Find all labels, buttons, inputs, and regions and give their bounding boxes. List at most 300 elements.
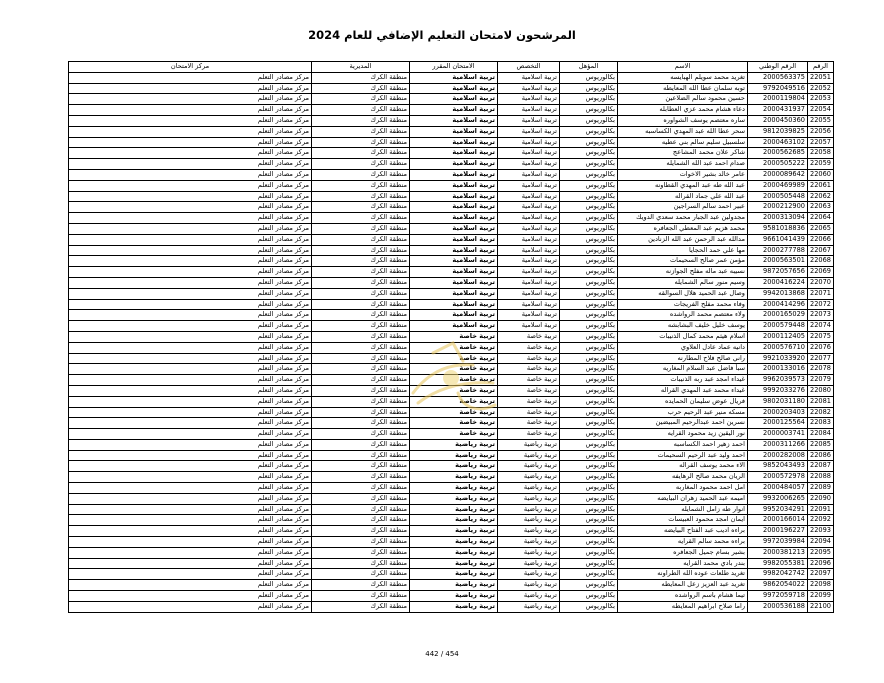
cell-qualification: بكالوريوس <box>560 267 618 278</box>
cell-serial: 22065 <box>808 223 834 234</box>
cell-exam: تربية اسلامية <box>410 105 498 116</box>
cell-exam: تربية خاصة <box>410 407 498 418</box>
cell-national-id: 2000579448 <box>748 321 808 332</box>
cell-directorate: منطقة الكرك <box>312 537 410 548</box>
cell-name: اسلام هيثم محمد كمال الذنيبات <box>618 331 748 342</box>
cell-name: نسيبه عبد ماله مفلح الجوازنه <box>618 267 748 278</box>
cell-directorate: منطقة الكرك <box>312 72 410 83</box>
cell-center: مركز مصادر التعلم <box>69 299 312 310</box>
cell-serial: 22092 <box>808 515 834 526</box>
cell-name: مها علي حمد الحجايا <box>618 245 748 256</box>
cell-qualification: بكالوريوس <box>560 537 618 548</box>
cell-exam: تربية خاصة <box>410 429 498 440</box>
cell-qualification: بكالوريوس <box>560 407 618 418</box>
cell-serial: 22061 <box>808 180 834 191</box>
cell-serial: 22076 <box>808 342 834 353</box>
cell-national-id: 2000166014 <box>748 515 808 526</box>
cell-name: مؤمن عمر صالح السحيمات <box>618 256 748 267</box>
cell-name: امل احمد محمود المغاربه <box>618 483 748 494</box>
cell-directorate: منطقة الكرك <box>312 580 410 591</box>
cell-name: تيما هشام باسم الرواشده <box>618 591 748 602</box>
cell-specialization: تربية رياضية <box>498 472 560 483</box>
cell-name: تغريد طلعات عوده الله الطراونه <box>618 569 748 580</box>
cell-serial: 22093 <box>808 526 834 537</box>
cell-specialization: تربية خاصة <box>498 353 560 364</box>
cell-name: احمد وليد عبد الرحيم السحيمات <box>618 450 748 461</box>
cell-qualification: بكالوريوس <box>560 223 618 234</box>
cell-specialization: تربية رياضية <box>498 558 560 569</box>
cell-specialization: تربية اسلامية <box>498 105 560 116</box>
cell-serial: 22079 <box>808 375 834 386</box>
cell-directorate: منطقة الكرك <box>312 213 410 224</box>
cell-center: مركز مصادر التعلم <box>69 202 312 213</box>
cell-qualification: بكالوريوس <box>560 331 618 342</box>
cell-name: راما صلاح ابراهيم المعايطه <box>618 601 748 612</box>
cell-exam: تربية اسلامية <box>410 234 498 245</box>
cell-exam: تربية اسلامية <box>410 277 498 288</box>
cell-directorate: منطقة الكرك <box>312 515 410 526</box>
cell-serial: 22086 <box>808 450 834 461</box>
cell-serial: 22069 <box>808 267 834 278</box>
cell-national-id: 9952034291 <box>748 504 808 515</box>
cell-center: مركز مصادر التعلم <box>69 126 312 137</box>
cell-qualification: بكالوريوس <box>560 429 618 440</box>
table-row <box>69 202 834 213</box>
cell-center: مركز مصادر التعلم <box>69 547 312 558</box>
cell-serial: 22094 <box>808 537 834 548</box>
cell-exam: تربية رياضية <box>410 493 498 504</box>
cell-specialization: تربية اسلامية <box>498 256 560 267</box>
cell-serial: 22084 <box>808 429 834 440</box>
header-exam: الامتحان المقرر <box>410 62 498 73</box>
table-row <box>69 353 834 364</box>
cell-name: وفاء محمد مفلح الفريجات <box>618 299 748 310</box>
cell-qualification: بكالوريوس <box>560 245 618 256</box>
cell-national-id: 2000133016 <box>748 364 808 375</box>
cell-national-id: 9802031180 <box>748 396 808 407</box>
cell-exam: تربية رياضية <box>410 472 498 483</box>
cell-serial: 22067 <box>808 245 834 256</box>
cell-center: مركز مصادر التعلم <box>69 321 312 332</box>
cell-directorate: منطقة الكرك <box>312 569 410 580</box>
cell-national-id: 2000089642 <box>748 169 808 180</box>
cell-center: مركز مصادر التعلم <box>69 353 312 364</box>
table-row <box>69 461 834 472</box>
cell-center: مركز مصادر التعلم <box>69 267 312 278</box>
cell-specialization: تربية اسلامية <box>498 223 560 234</box>
cell-center: مركز مصادر التعلم <box>69 342 312 353</box>
cell-exam: تربية رياضية <box>410 537 498 548</box>
cell-directorate: منطقة الكرك <box>312 385 410 396</box>
cell-center: مركز مصادر التعلم <box>69 223 312 234</box>
cell-national-id: 2000212900 <box>748 202 808 213</box>
cell-directorate: منطقة الكرك <box>312 418 410 429</box>
cell-name: نور اليقين زيد محمود القرايه <box>618 429 748 440</box>
cell-exam: تربية اسلامية <box>410 72 498 83</box>
cell-name: سحر عطا الله عبد المهدي الكساسبه <box>618 126 748 137</box>
cell-directorate: منطقة الكرك <box>312 483 410 494</box>
cell-directorate: منطقة الكرك <box>312 202 410 213</box>
table-row <box>69 321 834 332</box>
cell-serial: 22062 <box>808 191 834 202</box>
cell-exam: تربية خاصة <box>410 385 498 396</box>
table-row <box>69 591 834 602</box>
cell-specialization: تربية اسلامية <box>498 277 560 288</box>
cell-qualification: بكالوريوس <box>560 342 618 353</box>
table-row <box>69 450 834 461</box>
cell-name: عبير احمد سالم السراجين <box>618 202 748 213</box>
cell-exam: تربية اسلامية <box>410 213 498 224</box>
table-row <box>69 547 834 558</box>
cell-name: دعاء هشام محمد عزي العطابله <box>618 105 748 116</box>
cell-directorate: منطقة الكرك <box>312 245 410 256</box>
cell-directorate: منطقة الكرك <box>312 126 410 137</box>
table-row <box>69 94 834 105</box>
cell-directorate: منطقة الكرك <box>312 83 410 94</box>
cell-qualification: بكالوريوس <box>560 321 618 332</box>
cell-qualification: بكالوريوس <box>560 202 618 213</box>
table-row <box>69 277 834 288</box>
table-row <box>69 558 834 569</box>
cell-name: الريان محمد صالح الرهايفه <box>618 472 748 483</box>
cell-qualification: بكالوريوس <box>560 191 618 202</box>
header-center: مركز الامتحان <box>69 62 312 73</box>
cell-exam: تربية رياضية <box>410 515 498 526</box>
cell-center: مركز مصادر التعلم <box>69 364 312 375</box>
cell-directorate: منطقة الكرك <box>312 191 410 202</box>
cell-national-id: 2000003741 <box>748 429 808 440</box>
cell-qualification: بكالوريوس <box>560 126 618 137</box>
cell-exam: تربية رياضية <box>410 580 498 591</box>
table-row <box>69 537 834 548</box>
cell-qualification: بكالوريوس <box>560 569 618 580</box>
cell-name: عامر خالد بشير الاخوات <box>618 169 748 180</box>
cell-exam: تربية رياضية <box>410 558 498 569</box>
cell-serial: 22082 <box>808 407 834 418</box>
cell-directorate: منطقة الكرك <box>312 461 410 472</box>
cell-name: يوسف خليل خليف البشابشه <box>618 321 748 332</box>
cell-national-id: 2000450360 <box>748 115 808 126</box>
cell-qualification: بكالوريوس <box>560 385 618 396</box>
cell-serial: 22095 <box>808 547 834 558</box>
cell-center: مركز مصادر التعلم <box>69 83 312 94</box>
cell-national-id: 2000416224 <box>748 277 808 288</box>
cell-directorate: منطقة الكرك <box>312 105 410 116</box>
cell-national-id: 2000469989 <box>748 180 808 191</box>
cell-specialization: تربية رياضية <box>498 493 560 504</box>
cell-center: مركز مصادر التعلم <box>69 526 312 537</box>
cell-serial: 22078 <box>808 364 834 375</box>
cell-specialization: تربية اسلامية <box>498 299 560 310</box>
cell-specialization: تربية اسلامية <box>498 245 560 256</box>
cell-national-id: 2000563501 <box>748 256 808 267</box>
cell-name: سبأ فاضل عبد السلام المغاريه <box>618 364 748 375</box>
cell-specialization: تربية اسلامية <box>498 94 560 105</box>
cell-serial: 22070 <box>808 277 834 288</box>
cell-serial: 22080 <box>808 385 834 396</box>
cell-specialization: تربية رياضية <box>498 547 560 558</box>
cell-qualification: بكالوريوس <box>560 591 618 602</box>
cell-national-id: 9982042742 <box>748 569 808 580</box>
cell-directorate: منطقة الكرك <box>312 601 410 612</box>
cell-directorate: منطقة الكرك <box>312 310 410 321</box>
header-serial: الرقم <box>808 62 834 73</box>
header-qualification: المؤهل <box>560 62 618 73</box>
cell-serial: 22066 <box>808 234 834 245</box>
cell-name: براءه اديب عبد الفتاح البيايضه <box>618 526 748 537</box>
cell-specialization: تربية رياضية <box>498 569 560 580</box>
cell-serial: 22077 <box>808 353 834 364</box>
cell-qualification: بكالوريوس <box>560 83 618 94</box>
table-row <box>69 429 834 440</box>
cell-specialization: تربية رياضية <box>498 483 560 494</box>
cell-directorate: منطقة الكرك <box>312 267 410 278</box>
cell-name: سلسبيل سليم سالم بني عطيه <box>618 137 748 148</box>
cell-center: مركز مصادر التعلم <box>69 483 312 494</box>
table-row <box>69 126 834 137</box>
cell-specialization: تربية رياضية <box>498 450 560 461</box>
table-row <box>69 331 834 342</box>
cell-directorate: منطقة الكرك <box>312 223 410 234</box>
cell-national-id: 2000381213 <box>748 547 808 558</box>
cell-qualification: بكالوريوس <box>560 580 618 591</box>
cell-specialization: تربية خاصة <box>498 331 560 342</box>
cell-exam: تربية خاصة <box>410 331 498 342</box>
cell-specialization: تربية رياضية <box>498 601 560 612</box>
cell-serial: 22058 <box>808 148 834 159</box>
header-specialization: التخصص <box>498 62 560 73</box>
cell-name: فريال عوض سليمان الحمايده <box>618 396 748 407</box>
cell-directorate: منطقة الكرك <box>312 493 410 504</box>
cell-serial: 22072 <box>808 299 834 310</box>
cell-exam: تربية اسلامية <box>410 202 498 213</box>
cell-national-id: 2000277788 <box>748 245 808 256</box>
cell-center: مركز مصادر التعلم <box>69 558 312 569</box>
cell-national-id: 2000431937 <box>748 105 808 116</box>
cell-exam: تربية اسلامية <box>410 126 498 137</box>
cell-center: مركز مصادر التعلم <box>69 429 312 440</box>
cell-specialization: تربية خاصة <box>498 396 560 407</box>
cell-qualification: بكالوريوس <box>560 234 618 245</box>
cell-directorate: منطقة الكرك <box>312 169 410 180</box>
cell-qualification: بكالوريوس <box>560 169 618 180</box>
table-row <box>69 396 834 407</box>
table-row <box>69 310 834 321</box>
cell-qualification: بكالوريوس <box>560 461 618 472</box>
cell-exam: تربية رياضية <box>410 450 498 461</box>
cell-serial: 22056 <box>808 126 834 137</box>
candidates-table <box>68 61 834 613</box>
cell-national-id: 9872057656 <box>748 267 808 278</box>
table-row <box>69 483 834 494</box>
cell-qualification: بكالوريوس <box>560 601 618 612</box>
cell-center: مركز مصادر التعلم <box>69 537 312 548</box>
cell-national-id: 9812039825 <box>748 126 808 137</box>
cell-directorate: منطقة الكرك <box>312 450 410 461</box>
cell-national-id: 9942013868 <box>748 288 808 299</box>
cell-center: مركز مصادر التعلم <box>69 407 312 418</box>
table-row <box>69 515 834 526</box>
cell-directorate: منطقة الكرك <box>312 591 410 602</box>
cell-center: مركز مصادر التعلم <box>69 159 312 170</box>
cell-specialization: تربية رياضية <box>498 439 560 450</box>
cell-national-id: 9862054022 <box>748 580 808 591</box>
cell-center: مركز مصادر التعلم <box>69 515 312 526</box>
cell-specialization: تربية اسلامية <box>498 180 560 191</box>
cell-name: غيداء محمد عبد المهدي القراله <box>618 385 748 396</box>
cell-center: مركز مصادر التعلم <box>69 580 312 591</box>
cell-serial: 22100 <box>808 601 834 612</box>
cell-specialization: تربية رياضية <box>498 515 560 526</box>
cell-directorate: منطقة الكرك <box>312 547 410 558</box>
cell-national-id: 9932006265 <box>748 493 808 504</box>
cell-serial: 22051 <box>808 72 834 83</box>
cell-qualification: بكالوريوس <box>560 439 618 450</box>
cell-qualification: بكالوريوس <box>560 472 618 483</box>
cell-exam: تربية خاصة <box>410 342 498 353</box>
cell-national-id: 2000203403 <box>748 407 808 418</box>
table-row <box>69 223 834 234</box>
header-name: الاسم <box>618 62 748 73</box>
cell-center: مركز مصادر التعلم <box>69 472 312 483</box>
cell-name: مجدولين عبد الجبار محمد سعدي الدويك <box>618 213 748 224</box>
cell-qualification: بكالوريوس <box>560 115 618 126</box>
cell-name: وصال عبد الحميد هلال السوالقه <box>618 288 748 299</box>
cell-center: مركز مصادر التعلم <box>69 169 312 180</box>
table-row <box>69 601 834 612</box>
cell-name: مسكه منير عبد الرحيم حرب <box>618 407 748 418</box>
cell-name: راني صالح فلاح المطارنه <box>618 353 748 364</box>
cell-exam: تربية رياضية <box>410 439 498 450</box>
cell-name: توبه سلمان عطا الله المعايطه <box>618 83 748 94</box>
cell-name: انوار طه زامل الشمايله <box>618 504 748 515</box>
cell-exam: تربية اسلامية <box>410 321 498 332</box>
cell-qualification: بكالوريوس <box>560 148 618 159</box>
cell-name: براءه محمد سالم القرايه <box>618 537 748 548</box>
cell-directorate: منطقة الكرك <box>312 180 410 191</box>
cell-national-id: 2000414296 <box>748 299 808 310</box>
cell-exam: تربية اسلامية <box>410 180 498 191</box>
cell-exam: تربية اسلامية <box>410 310 498 321</box>
cell-directorate: منطقة الكرك <box>312 277 410 288</box>
cell-specialization: تربية اسلامية <box>498 288 560 299</box>
cell-national-id: 2000112405 <box>748 331 808 342</box>
table-row <box>69 385 834 396</box>
cell-exam: تربية اسلامية <box>410 267 498 278</box>
cell-specialization: تربية اسلامية <box>498 310 560 321</box>
cell-exam: تربية رياضية <box>410 601 498 612</box>
cell-specialization: تربية رياضية <box>498 504 560 515</box>
cell-serial: 22073 <box>808 310 834 321</box>
cell-center: مركز مصادر التعلم <box>69 288 312 299</box>
table-row <box>69 83 834 94</box>
cell-directorate: منطقة الكرك <box>312 148 410 159</box>
table-row <box>69 234 834 245</box>
cell-national-id: 2000505222 <box>748 159 808 170</box>
cell-exam: تربية رياضية <box>410 483 498 494</box>
cell-name: بندر بادي محمد القرايه <box>618 558 748 569</box>
cell-specialization: تربية خاصة <box>498 342 560 353</box>
cell-national-id: 2000572978 <box>748 472 808 483</box>
cell-specialization: تربية اسلامية <box>498 234 560 245</box>
cell-serial: 22098 <box>808 580 834 591</box>
cell-serial: 22055 <box>808 115 834 126</box>
cell-directorate: منطقة الكرك <box>312 94 410 105</box>
cell-serial: 22054 <box>808 105 834 116</box>
page-title: المرشحون لامتحان التعليم الإضافي للعام 2024 <box>308 28 576 42</box>
cell-directorate: منطقة الكرك <box>312 407 410 418</box>
cell-exam: تربية اسلامية <box>410 256 498 267</box>
cell-specialization: تربية خاصة <box>498 418 560 429</box>
cell-national-id: 2000125564 <box>748 418 808 429</box>
cell-specialization: تربية اسلامية <box>498 159 560 170</box>
cell-specialization: تربية اسلامية <box>498 267 560 278</box>
cell-directorate: منطقة الكرك <box>312 526 410 537</box>
cell-name: صدام احمد عبد الله الشمايله <box>618 159 748 170</box>
cell-national-id: 2000576710 <box>748 342 808 353</box>
cell-name: دانيه عماد عادل العلاوي <box>618 342 748 353</box>
cell-exam: تربية اسلامية <box>410 83 498 94</box>
cell-name: عبد الله طه عبد المهدي القطاونه <box>618 180 748 191</box>
cell-name: حسين محمود سالم الضلاعين <box>618 94 748 105</box>
cell-name: محمد هزيم عبد المعطي الجعافره <box>618 223 748 234</box>
cell-qualification: بكالوريوس <box>560 277 618 288</box>
cell-directorate: منطقة الكرك <box>312 331 410 342</box>
cell-exam: تربية اسلامية <box>410 223 498 234</box>
table-row <box>69 180 834 191</box>
cell-serial: 22081 <box>808 396 834 407</box>
cell-qualification: بكالوريوس <box>560 105 618 116</box>
cell-serial: 22074 <box>808 321 834 332</box>
cell-name: وسيم منور سالم الشمايله <box>618 277 748 288</box>
table-row <box>69 375 834 386</box>
cell-national-id: 2000313094 <box>748 213 808 224</box>
table-row <box>69 407 834 418</box>
table-row <box>69 299 834 310</box>
cell-name: الاء محمد يوسف القراله <box>618 461 748 472</box>
cell-center: مركز مصادر التعلم <box>69 180 312 191</box>
cell-national-id: 9581018836 <box>748 223 808 234</box>
cell-specialization: تربية خاصة <box>498 429 560 440</box>
cell-qualification: بكالوريوس <box>560 515 618 526</box>
cell-exam: تربية خاصة <box>410 364 498 375</box>
cell-qualification: بكالوريوس <box>560 299 618 310</box>
cell-specialization: تربية خاصة <box>498 364 560 375</box>
cell-serial: 22089 <box>808 483 834 494</box>
table-row <box>69 256 834 267</box>
cell-exam: تربية اسلامية <box>410 115 498 126</box>
cell-serial: 22064 <box>808 213 834 224</box>
cell-name: ساره معتصم يوسف الشواوره <box>618 115 748 126</box>
cell-national-id: 9992033276 <box>748 385 808 396</box>
cell-serial: 22096 <box>808 558 834 569</box>
cell-national-id: 2000562685 <box>748 148 808 159</box>
cell-serial: 22071 <box>808 288 834 299</box>
cell-name: عبد الله علي جماد القراله <box>618 191 748 202</box>
cell-specialization: تربية اسلامية <box>498 202 560 213</box>
table-row <box>69 342 834 353</box>
cell-serial: 22097 <box>808 569 834 580</box>
cell-directorate: منطقة الكرك <box>312 375 410 386</box>
cell-directorate: منطقة الكرك <box>312 504 410 515</box>
cell-exam: تربية اسلامية <box>410 169 498 180</box>
cell-directorate: منطقة الكرك <box>312 115 410 126</box>
cell-national-id: 2000282008 <box>748 450 808 461</box>
cell-center: مركز مصادر التعلم <box>69 245 312 256</box>
cell-center: مركز مصادر التعلم <box>69 569 312 580</box>
cell-specialization: تربية اسلامية <box>498 213 560 224</box>
cell-directorate: منطقة الكرك <box>312 364 410 375</box>
